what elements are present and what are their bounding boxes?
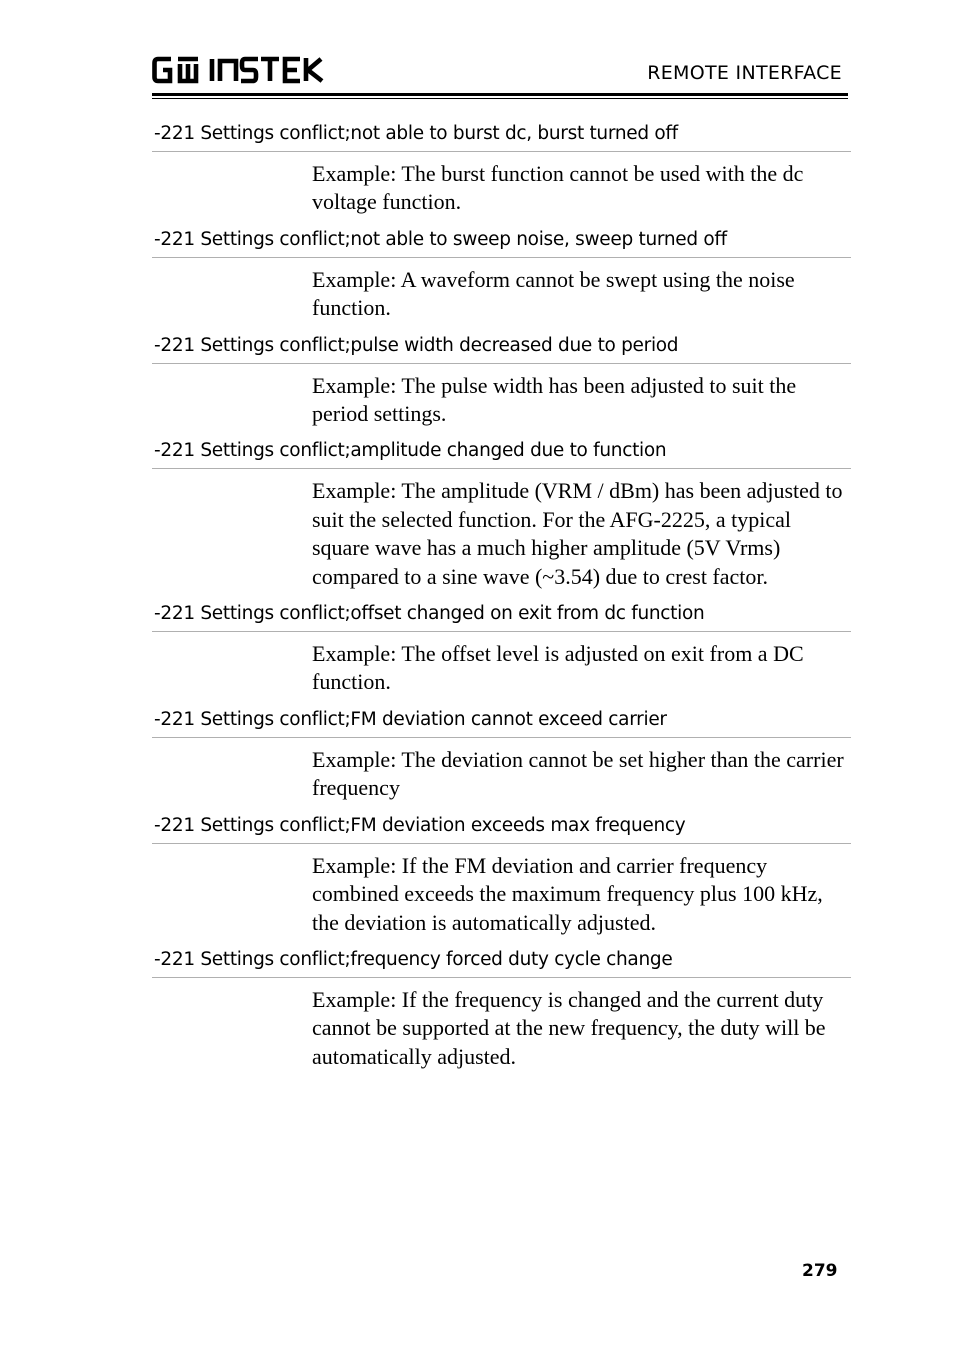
error-heading: -221 Settings conflict;FM deviation cannot exceed carrier: [152, 708, 851, 738]
page-header: [152, 52, 848, 98]
error-entry: [152, 439, 851, 591]
error-entry: [152, 122, 851, 217]
page-number: 279: [802, 1261, 838, 1281]
error-entry: [152, 228, 851, 323]
gw-instek-logo: [152, 56, 324, 86]
error-entry: [152, 948, 851, 1071]
error-entry: [152, 334, 851, 429]
error-description: Example: The deviation cannot be set higher than the carrier frequency: [312, 746, 844, 801]
error-entry: [152, 602, 851, 697]
header-rule-thin: [152, 98, 848, 99]
error-description: Example: The offset level is adjusted on exit from a DC function.: [312, 641, 804, 695]
error-message-list: [152, 122, 851, 1082]
error-description: Example: If the FM deviation and carrier frequency combined exceeds the maximum frequency plus 100 kHz, the deviation is automatically adjusted.: [312, 852, 823, 935]
error-heading: -221 Settings conflict;offset changed on exit from dc function: [152, 602, 851, 632]
error-entry: [152, 814, 851, 937]
error-heading: -221 Settings conflict;not able to burst dc, burst turned off: [152, 122, 851, 152]
section-title: REMOTE INTERFACE: [647, 62, 842, 84]
error-description: Example: The amplitude (VRM / dBm) has been adjusted to suit the selected function. For the AFG-2225, a typical square wave has a much higher amplitude (5V Vrms) compared to a sine wave (~3.54) due to crest factor.: [312, 478, 843, 589]
header-rule: [152, 93, 848, 96]
error-heading: -221 Settings conflict;FM deviation exceeds max frequency: [152, 814, 851, 844]
error-description: Example: The pulse width has been adjusted to suit the period settings.: [312, 372, 797, 427]
error-heading: -221 Settings conflict;pulse width decreased due to period: [152, 334, 851, 364]
error-description: Example: The burst function cannot be used with the dc voltage function.: [312, 161, 804, 215]
error-heading: -221 Settings conflict;amplitude changed due to function: [152, 439, 851, 469]
error-description: Example: If the frequency is changed and the current duty cannot be supported at the new frequency, the duty will be automatically adjusted.: [312, 986, 826, 1069]
error-entry: [152, 708, 851, 803]
error-description: Example: A waveform cannot be swept using the noise function.: [312, 266, 795, 321]
error-heading: -221 Settings conflict;not able to sweep noise, sweep turned off: [152, 228, 851, 258]
error-heading: -221 Settings conflict;frequency forced duty cycle change: [152, 948, 851, 978]
